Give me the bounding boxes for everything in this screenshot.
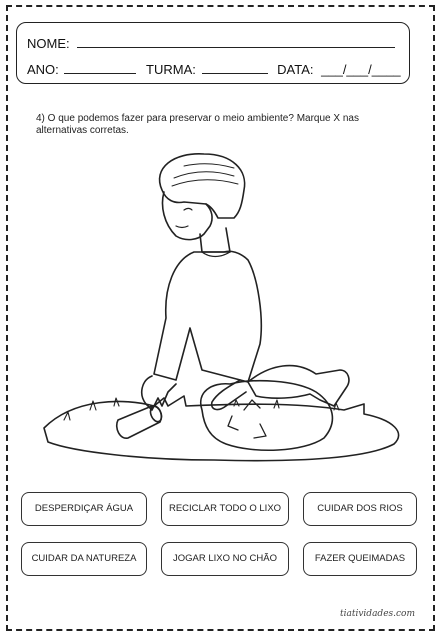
question-text: 4) O que podemos fazer para preservar o meio ambiente? Marque X nas alternativas corretas.: [36, 113, 359, 136]
child-collecting-trash-illustration: [34, 148, 414, 488]
class-date-row: [27, 61, 401, 77]
neck: [200, 228, 230, 252]
face: [163, 192, 213, 240]
date-field[interactable]: ___/___/____: [321, 62, 401, 77]
option-cuidar-da-natureza[interactable]: CUIDAR DA NATUREZA: [21, 542, 147, 576]
class-label: TURMA:: [146, 62, 196, 77]
option-reciclar-todo-lixo[interactable]: RECICLAR TODO O LIXO: [161, 492, 289, 526]
grass-patch: [44, 396, 399, 461]
trash-bag: [201, 381, 333, 451]
name-label: NOME:: [27, 36, 70, 51]
option-fazer-queimadas[interactable]: FAZER QUEIMADAS: [303, 542, 417, 576]
option-cuidar-dos-rios[interactable]: CUIDAR DOS RIOS: [303, 492, 417, 526]
sweater: [154, 251, 261, 382]
class-field[interactable]: [202, 61, 268, 74]
student-info-box: [16, 22, 410, 84]
date-label: DATA:: [277, 62, 314, 77]
year-field[interactable]: [64, 61, 136, 74]
option-desperdicar-agua[interactable]: DESPERDIÇAR ÁGUA: [21, 492, 147, 526]
site-credit: tiatividades.com: [339, 609, 415, 619]
year-label: ANO:: [27, 62, 59, 77]
name-field[interactable]: [77, 35, 395, 48]
name-row: [27, 35, 395, 51]
can: [117, 406, 162, 438]
option-jogar-lixo-no-chao[interactable]: JOGAR LIXO NO CHÃO: [161, 542, 289, 576]
